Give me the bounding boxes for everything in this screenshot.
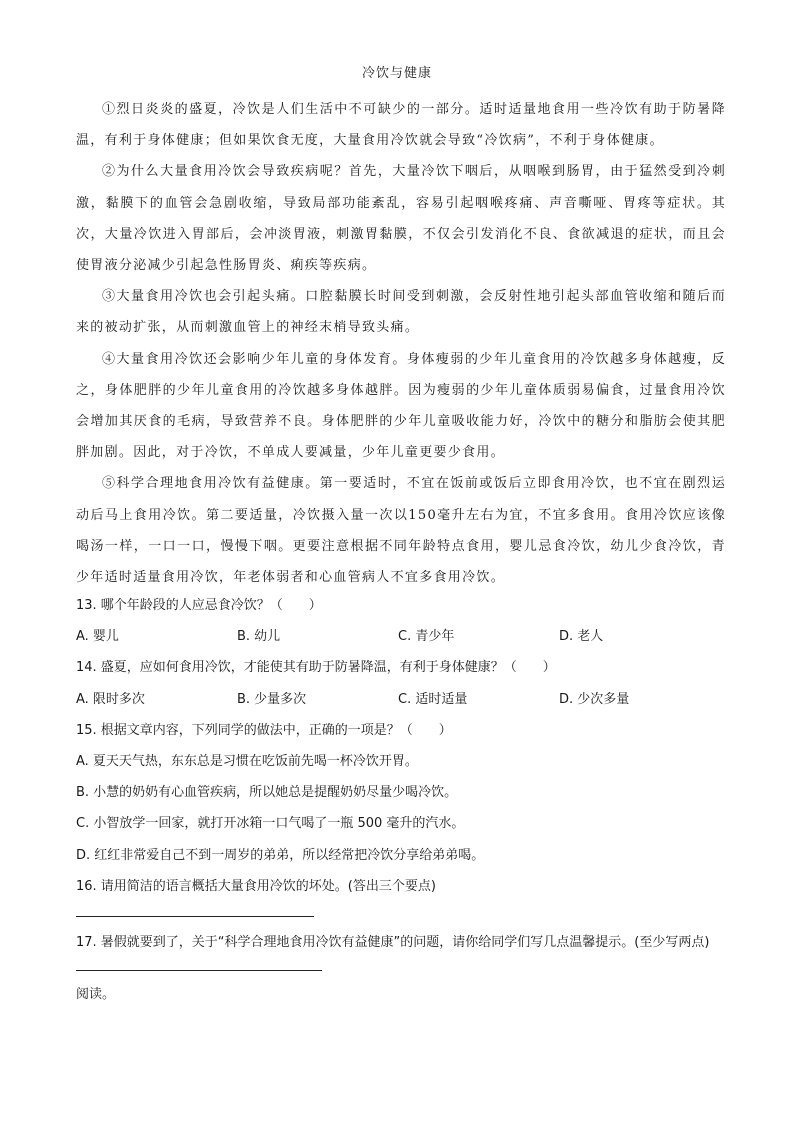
question-14-option-d[interactable]: D. 少次多量: [559, 691, 630, 707]
question-15-option-c[interactable]: C. 小智放学一回家，就打开冰箱一口气喝了一瓶 500 毫升的汽水。: [76, 816, 465, 832]
reading-label: 阅读。: [76, 987, 116, 1003]
article-paragraph-2: ②为什么大量食用冷饮会导致疾病呢？首先，大量冷饮下咽后，从咽喉到肠胃，由于猛然受到冷刺激，黏膜下的血管会急剧收缩，导致局部功能紊乱，容易引起咽喉疼痛、声音嘶哑、胃疼等症状。其次，大量冷饮进入胃部后，会冲淡胃液，刺激胃黏膜，不仅会引发消化不良、食欲减退的症状，而且会使胃液分泌减少引起急性肠胃炎、痢疾等疾病。: [76, 164, 726, 274]
question-13-stem: 13. 哪个年龄段的人应忌食冷饮？（ ）: [76, 598, 322, 613]
question-16-stem: 16. 请用简洁的语言概括大量食用冷饮的坏处。(答出三个要点): [76, 878, 436, 894]
question-13-option-c[interactable]: C. 青少年: [398, 629, 455, 645]
question-14-option-a[interactable]: A. 限时多次: [76, 691, 145, 707]
question-15-option-b[interactable]: B. 小慧的奶奶有心血管疾病，所以她总是提醒奶奶尽量少喝冷饮。: [76, 785, 458, 801]
question-14-option-c[interactable]: C. 适时适量: [398, 691, 468, 707]
question-17-stem: 17. 暑假就要到了，关于“科学合理地食用冷饮有益健康”的问题，请你给同学们写几点温馨提示。(至少写两点): [76, 934, 710, 950]
question-section: [76, 590, 726, 1010]
question-13-option-d[interactable]: D. 老人: [559, 629, 604, 645]
question-14-stem: 14. 盛夏，应如何食用冷饮，才能使其有助于防暑降温，有利于身体健康？（ ）: [76, 660, 556, 676]
question-16-answer-line[interactable]: [76, 916, 314, 917]
question-15-option-d[interactable]: D. 红红非常爱自己不到一周岁的弟弟，所以经常把冷饮分享给弟弟喝。: [76, 847, 485, 863]
question-15-option-a[interactable]: A. 夏天天气热，东东总是习惯在吃饭前先喝一杯冷饮开胃。: [76, 753, 418, 769]
question-14-option-b[interactable]: B. 少量多次: [237, 691, 307, 707]
article-paragraph-4: ④大量食用冷饮还会影响少年儿童的身体发育。身体瘦弱的少年儿童食用的冷饮越多身体越瘦，反之，身体肥胖的少年儿童食用的冷饮越多身体越胖。因为瘦弱的少年儿童体质弱易偏食，过量食用冷饮会增加其厌食的毛病，导致营养不良。身体肥胖的少年儿童吸收能力好，冷饮中的糖分和脂肪会使其肥胖加剧。因此，对于冷饮，不单成人要减量，少年儿童更要少食用。: [76, 351, 726, 461]
question-13-option-a[interactable]: A. 婴儿: [76, 629, 119, 645]
question-17-answer-line[interactable]: [76, 970, 322, 971]
question-14-options: [76, 684, 726, 715]
article-paragraph-3: ③大量食用冷饮也会引起头痛。口腔黏膜长时间受到刺激，会反射性地引起头部血管收缩和随后而来的被动扩张，从而刺激血管上的神经末梢导致头痛。: [76, 289, 726, 336]
article-paragraph-5: ⑤科学合理地食用冷饮有益健康。第一要适时，不宜在饭前或饭后立即食用冷饮，也不宜在剧烈运动后马上食用冷饮。第二要适量，冷饮摄入量一次以150毫升左右为宜，不宜多食用。食用冷饮应该像喝汤一样，一口一口，慢慢下咽。更要注意根据不同年龄特点食用，婴儿忌食冷饮，幼儿少食冷饮，青少年适时适量食用冷饮，年老体弱者和心血管病人不宜多食用冷饮。: [76, 476, 726, 586]
question-15-stem: 15. 根据文章内容，下列同学的做法中，正确的一项是？（ ）: [76, 722, 452, 738]
article-body: [76, 94, 726, 593]
question-13-options: [76, 621, 726, 652]
question-13-option-b[interactable]: B. 幼儿: [237, 629, 281, 645]
article-title: 冷饮与健康: [361, 66, 432, 81]
article-paragraph-1: ①烈日炎炎的盛夏，冷饮是人们生活中不可缺少的一部分。适时适量地食用一些冷饮有助于防暑降温，有利于身体健康；但如果饮食无度，大量食用冷饮就会导致“冷饮病”，不利于身体健康。: [76, 102, 726, 149]
